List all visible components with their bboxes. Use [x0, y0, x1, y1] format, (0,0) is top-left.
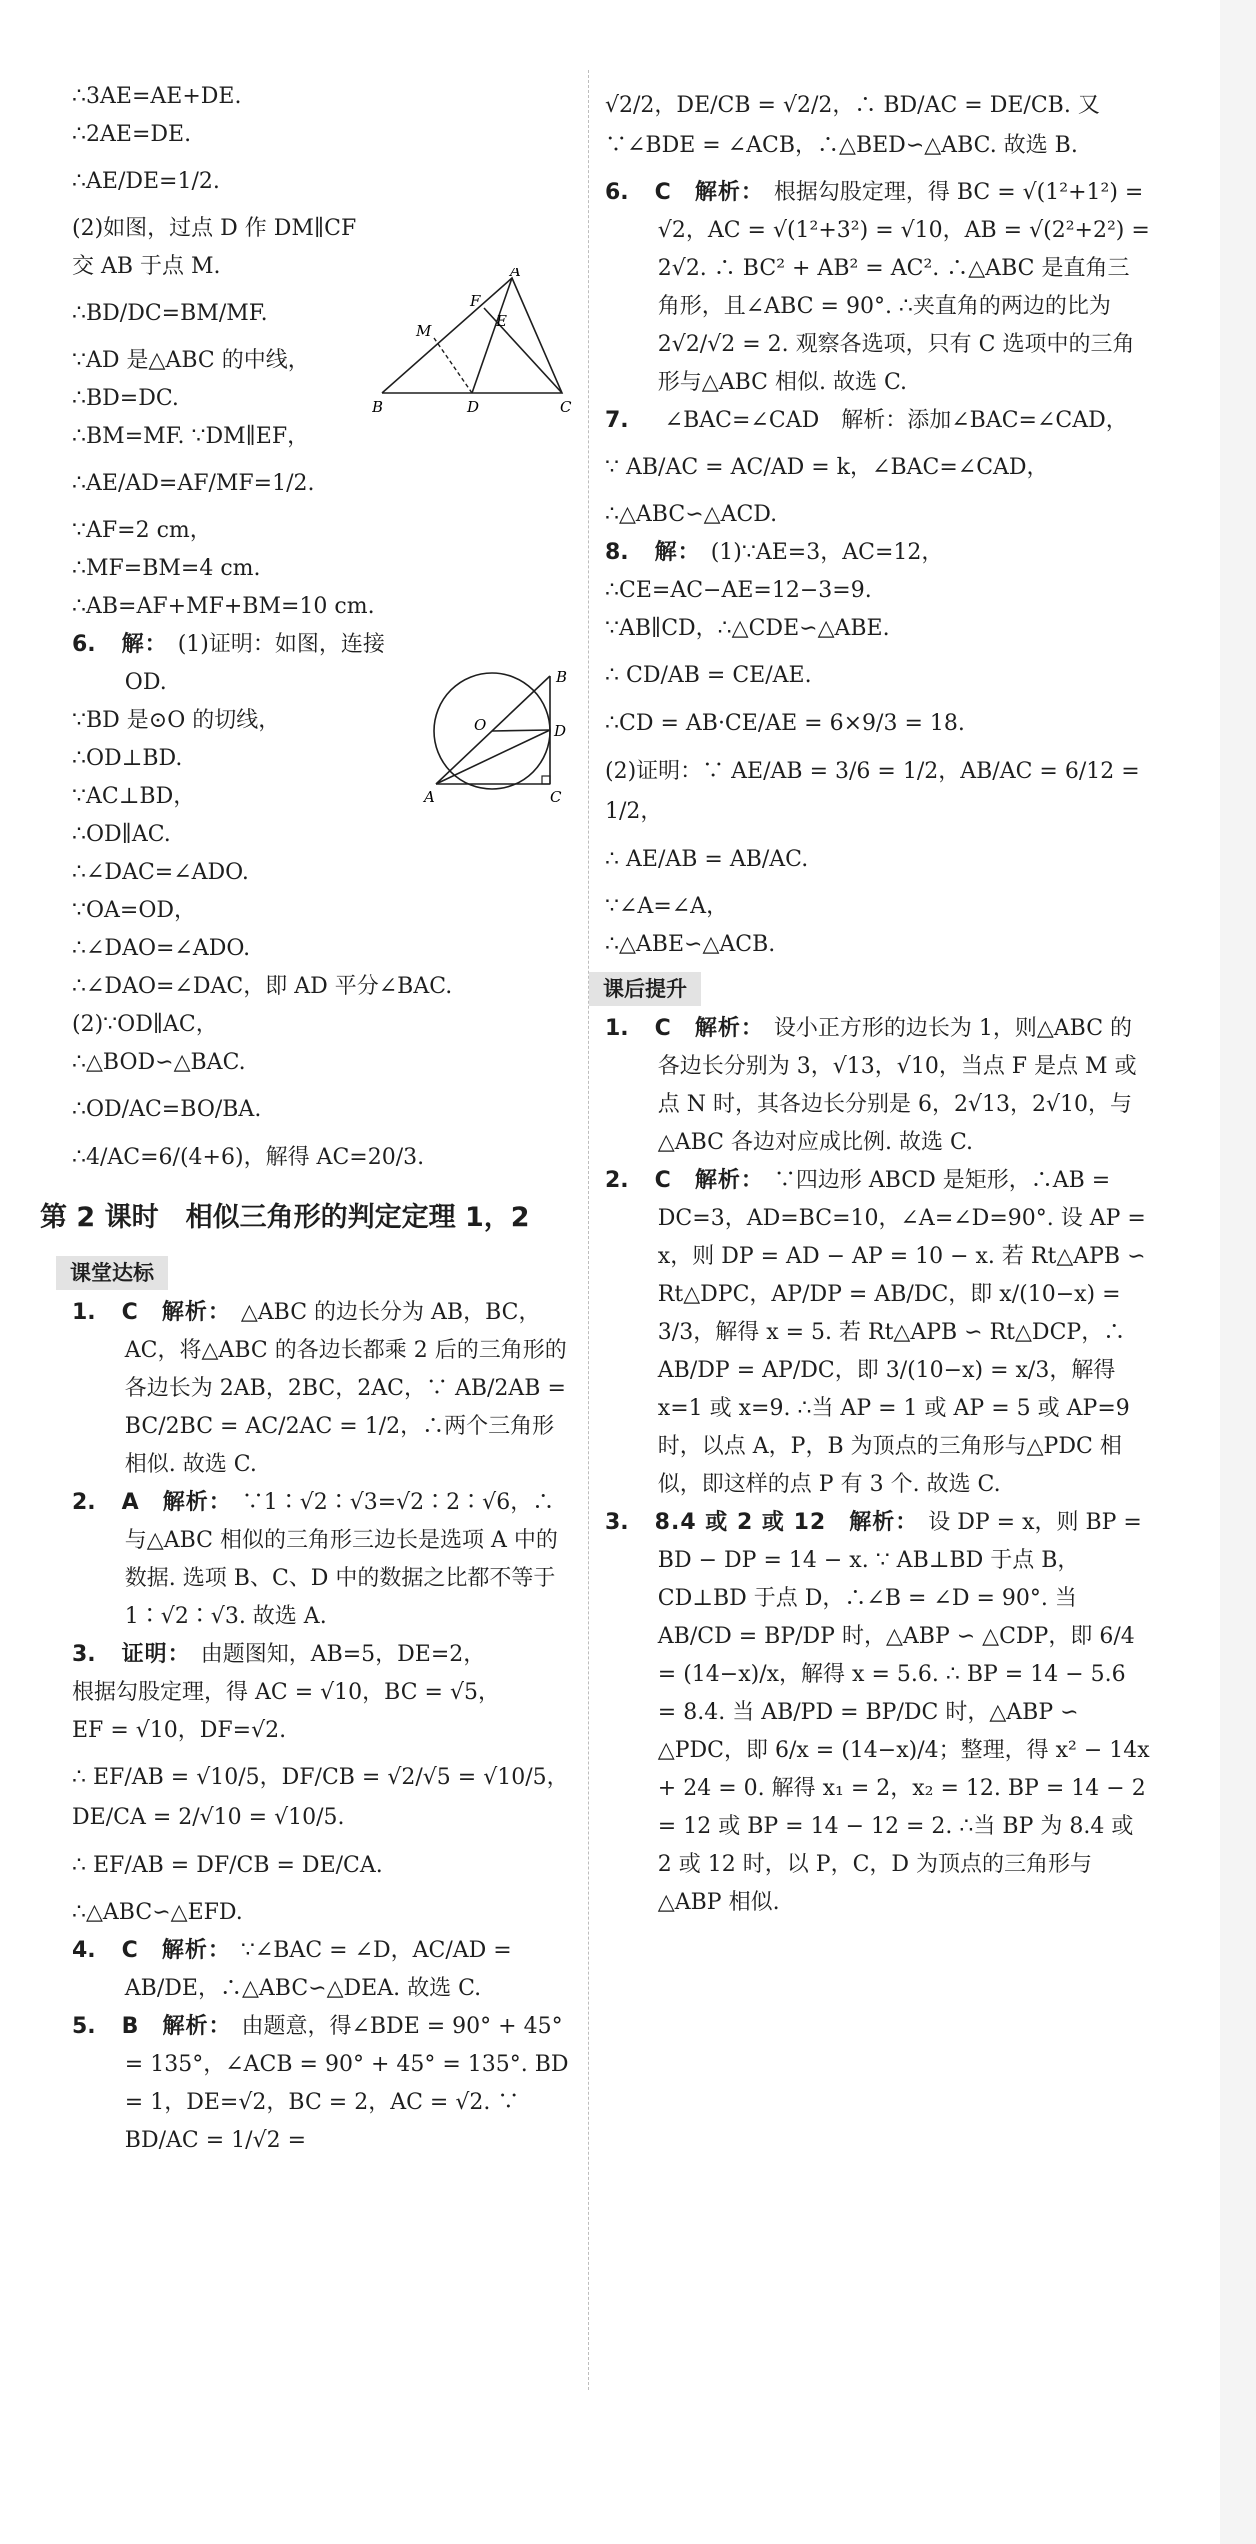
problem-number: 3. — [72, 1642, 96, 1667]
solution-line: ∴CD = AB·CE/AE = 6×9/3 = 18. — [605, 711, 965, 736]
solution-line: ∵AF=2 cm， — [72, 518, 212, 543]
solution-line: (2)如图，过点 D 作 DM∥CF 交 AB 于点 M. — [72, 216, 357, 279]
solution-line: ∴∠DAO=∠DAC，即 AD 平分∠BAC. — [72, 974, 453, 999]
classroom-answers-continued — [605, 86, 1150, 964]
solution-line: ∴AE/AD=AF/MF=1/2. — [72, 471, 315, 496]
circle-figure-tangent — [422, 666, 572, 819]
solution-line: ∴ AE/AB = AB/AC. — [605, 847, 809, 872]
answer-text: 根据勾股定理，得 BC = √(1²+1²) = √2，AC = √(1²+3²) = √10，AB = √(2²+2²) = 2√2. ∴ BC² + AB² = AC². ∴△ABC 是直角三角形，且∠ABC = 90°. ∴夹直角的两边的比为 2√2/√2 = 2. 观察各选项，只有 C 选项中的三角形与△ABC 相似. 故选 C. — [657, 180, 1150, 395]
answer-label: 8.4 或 2 或 12 解析： — [654, 1510, 919, 1535]
solution-line: ∵BD 是⊙O 的切线， — [72, 708, 281, 733]
answer-item — [72, 1636, 572, 1674]
solution-line: ∵OA=OD， — [72, 898, 197, 923]
answer-text: 由题意，得∠BDE = 90° + 45° = 135°，∠ACB = 90° + 45° = 135°. BD = 1，DE=√2，BC = 2，AC = √2. ∵ BD/AC = 1/√2 = — [124, 2014, 569, 2153]
left-column — [40, 78, 572, 2160]
after-class-heading: 课后提升 — [589, 972, 701, 1006]
solution-line: ∴△ABC∽△EFD. — [72, 1900, 243, 1925]
label-d: D — [467, 398, 480, 416]
answer-item — [72, 1294, 572, 1484]
solution-line: ∴BD/DC=BM/MF. — [72, 301, 268, 326]
solution-line: ∴∠DAC=∠ADO. — [72, 860, 249, 885]
answer-label: B 解析： — [121, 2014, 232, 2039]
answer-item — [605, 174, 1150, 402]
answer-label: 解： — [654, 540, 701, 565]
answer-text: (1)证明：如图，连接 OD. — [124, 632, 385, 695]
label-c: C — [550, 788, 562, 806]
answer-label: C 解析： — [654, 180, 764, 205]
solution-line: EF = √10，DF=√2. — [72, 1718, 287, 1743]
answer-label: C 解析： — [654, 1016, 764, 1041]
answer-item — [605, 1504, 1150, 1922]
label-a: A — [424, 788, 435, 806]
answer-label: 解： — [121, 632, 168, 657]
section-title: 第 2 课时 相似三角形的判定定理 1，2 — [40, 1202, 530, 1233]
solution-line: ∵∠A=∠A， — [605, 894, 729, 919]
answer-text: ∠BAC=∠CAD 解析：添加∠BAC=∠CAD， — [664, 408, 1128, 433]
label-b: B — [372, 398, 384, 416]
solution-line: ∴AB=AF+MF+BM=10 cm. — [72, 594, 375, 619]
solution-line: ∴∠DAO=∠ADO. — [72, 936, 251, 961]
answer-label: C 解析： — [654, 1168, 764, 1193]
solution-line: ∴ EF/AB = √10/5，DF/CB = √2/√5 = √10/5，DE/CA = 2/√10 = √10/5. — [72, 1765, 569, 1830]
label-o: O — [474, 716, 487, 734]
problem-number: 6. — [605, 180, 629, 205]
answer-text: (1)∵AE=3，AC=12， — [710, 540, 944, 565]
label-a: A — [510, 268, 521, 280]
circle-diagram — [422, 666, 572, 806]
answer-label: C 解析： — [121, 1300, 231, 1325]
label-b: B — [556, 668, 568, 686]
solution-line: ∴BD=DC. — [72, 386, 179, 411]
label-e: E — [496, 312, 507, 330]
solution-line: ∴MF=BM=4 cm. — [72, 556, 261, 581]
answer-item — [605, 1010, 1150, 1162]
label-f: F — [470, 292, 481, 310]
answer-label: 证明： — [121, 1642, 191, 1667]
solution-line: ∴△BOD∽△BAC. — [72, 1050, 246, 1075]
solution-line: ∴4/AC=6/(4+6)，解得 AC=20/3. — [72, 1145, 425, 1170]
answer-item — [605, 402, 1150, 440]
label-d: D — [554, 722, 567, 740]
problem-number: 1. — [72, 1300, 96, 1325]
solution-line: ∵AD 是△ABC 的中线， — [72, 348, 310, 373]
answer-item — [72, 1484, 572, 1636]
column-divider — [588, 70, 589, 2390]
solution-line: (2)证明：∵ AE/AB = 3/6 = 1/2，AB/AC = 6/12 = 1/2， — [605, 759, 1140, 824]
answer-text: ∵1∶√2∶√3=√2∶2∶√6，∴与△ABC 相似的三角形三边长是选项 A 中的数据. 选项 B、C、D 中的数据之比都不等于 1∶√2∶√3. 故选 A. — [124, 1490, 558, 1629]
solution-line: ∴△ABC∽△ACD. — [605, 502, 778, 527]
answer-label: C 解析： — [121, 1938, 231, 1963]
answer-item — [605, 1162, 1150, 1504]
problem-number: 5. — [72, 2014, 96, 2039]
answer-text: △ABC 的边长分为 AB，BC，AC，将△ABC 的各边长都乘 2 后的三角形的各边长为 2AB，2BC，2AC，∵ AB/2AB = BC/2BC = AC/2AC = 1/2，∴两个三角形相似. 故选 C. — [124, 1300, 567, 1477]
problem-number: 7. — [605, 408, 629, 433]
classroom-answers — [72, 1294, 572, 2160]
solution-line: ∴CE=AC−AE=12−3=9. — [605, 578, 872, 603]
after-class-answers — [605, 1010, 1150, 1922]
solution-line: 根据勾股定理，得 AC = √10，BC = √5， — [72, 1680, 500, 1705]
problem-number: 2. — [605, 1168, 629, 1193]
solution-line: ∴2AE=DE. — [72, 122, 192, 147]
solution-line: ∵AB∥CD，∴△CDE∽△ABE. — [605, 616, 890, 641]
solution-line: ∴AE/DE=1/2. — [72, 169, 220, 194]
answer-label: A 解析： — [121, 1490, 232, 1515]
problem-number: 6. — [72, 632, 96, 657]
label-c: C — [560, 398, 572, 416]
solution-line: ∵AC⊥BD， — [72, 784, 196, 809]
answer-text: 设小正方形的边长为 1，则△ABC 的各边长分别为 3，√13，√10，当点 F 是点 M 或点 N 时，其各边长分别是 6，2√13，2√10，与△ABC 各边对应成比例. 故选 C. — [657, 1016, 1137, 1155]
solution-line: ∴OD∥AC. — [72, 822, 171, 847]
solution-line: √2/2，DE/CB = √2/2，∴ BD/AC = DE/CB. 又∵∠BDE = ∠ACB，∴△BED∽△ABC. 故选 B. — [605, 93, 1100, 158]
problem-number: 1. — [605, 1016, 629, 1041]
problem-number: 4. — [72, 1938, 96, 1963]
problem-number: 3. — [605, 1510, 629, 1535]
solution-line: ∴OD⊥BD. — [72, 746, 183, 771]
triangle-figure-dm-cf — [372, 268, 572, 431]
answer-item — [72, 2008, 572, 2160]
triangle-diagram — [372, 268, 572, 418]
right-column — [605, 78, 1150, 1922]
answer-item — [72, 1932, 572, 2008]
classroom-heading: 课堂达标 — [56, 1256, 168, 1290]
label-m: M — [416, 322, 432, 340]
solution-line: ∴BM=MF. ∵DM∥EF， — [72, 424, 310, 449]
solution-line: ∴ EF/AB = DF/CB = DE/CA. — [72, 1853, 383, 1878]
solution-line: ∵ AB/AC = AC/AD = k，∠BAC=∠CAD， — [605, 455, 1049, 480]
answer-item — [605, 534, 1150, 572]
answer-text: 设 DP = x，则 BP = BD − DP = 14 − x. ∵ AB⊥BD 于点 B，CD⊥BD 于点 D，∴∠B = ∠D = 90°. 当 AB/CD = BP/DP 时，△ABP ∽ △CDP，即 6/4 = (14−x)/x，解得 x = 5.6. ∴ BP = 14 − 5.6 = 8.4. 当 AB/PD = BP/DC 时，△ABP ∽ △PDC，即 6/x = (14−x)/4；整理，得 x² − 14x + 24 = 0. 解得 x₁ = 2，x₂ = 12. BP = 14 − 2 = 12 或 BP = 14 − 12 = 2. ∴当 BP 为 8.4 或 2 或 12 时，以 P，C，D 为顶点的三角形与△ABP 相似. — [657, 1510, 1150, 1915]
solution-line: ∴OD/AC=BO/BA. — [72, 1097, 262, 1122]
solution-line: ∴ CD/AB = CE/AE. — [605, 663, 812, 688]
answer-text: ∵∠BAC = ∠D，AC/AD = AB/DE，∴△ABC∽△DEA. 故选 C. — [124, 1938, 512, 2001]
solution-line: (2)∵OD∥AC， — [72, 1012, 218, 1037]
solution-line: ∴3AE=AE+DE. — [72, 84, 242, 109]
answer-text: 由题图知，AB=5，DE=2， — [200, 1642, 486, 1667]
problem-number: 8. — [605, 540, 629, 565]
problem-number: 2. — [72, 1490, 96, 1515]
answer-text: ∵四边形 ABCD 是矩形，∴AB = DC=3，AD=BC=10，∠A=∠D=90°. 设 AP = x，则 DP = AD − AP = 10 − x. 若 Rt△APB ∽ Rt△DPC，AP/DP = AB/DC，即 x/(10−x) = 3/3，解得 x = 5. 若 Rt△APB ∽ Rt△DCP，∴ AB/DP = AP/DC，即 3/(10−x) = x/3，解得 x=1 或 x=9. ∴当 AP = 1 或 AP = 5 或 AP=9 时，以点 A，P，B 为顶点的三角形与△PDC 相似，即这样的点 P 有 3 个. 故选 C. — [657, 1168, 1146, 1497]
solution-line: ∴△ABE∽△ACB. — [605, 932, 776, 957]
